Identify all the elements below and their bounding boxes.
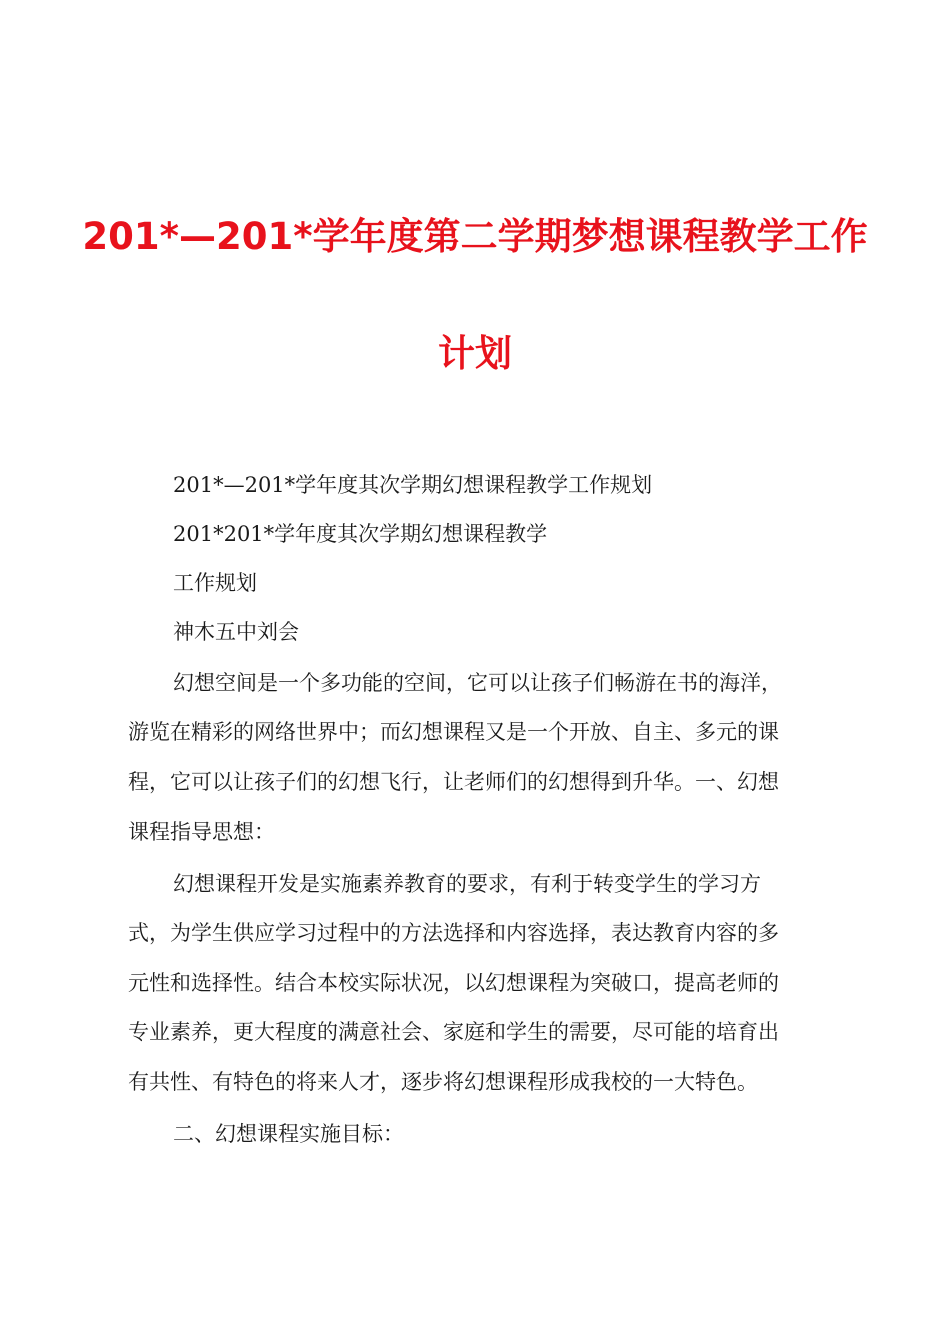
paragraph-1-line-2: 游览在精彩的网络世界中；而幻想课程又是一个开放、自主、多元的课 (128, 720, 779, 744)
subtitle-line-3: 工作规划 (173, 571, 257, 595)
document-title-line-2: 计划 (438, 332, 512, 375)
document-title-line-1: 201*—201*学年度第二学期梦想课程教学工作 (82, 215, 868, 258)
section-heading-2: 二、幻想课程实施目标： (173, 1122, 404, 1146)
subtitle-line-2: 201*201*学年度其次学期幻想课程教学 (173, 522, 548, 546)
paragraph-2-line-5: 有共性、有特色的将来人才，逐步将幻想课程形成我校的一大特色。 (128, 1070, 758, 1094)
paragraph-1-line-3: 程，它可以让孩子们的幻想飞行，让老师们的幻想得到升华。一、幻想 (128, 770, 779, 794)
paragraph-2-line-2: 式，为学生供应学习过程中的方法选择和内容选择，表达教育内容的多 (128, 921, 779, 945)
paragraph-2-line-4: 专业素养，更大程度的满意社会、家庭和学生的需要，尽可能的培育出 (128, 1020, 779, 1044)
paragraph-2-line-1: 幻想课程开发是实施素养教育的要求，有利于转变学生的学习方 (173, 872, 761, 896)
author-line: 神木五中刘会 (173, 620, 299, 644)
paragraph-1-line-1: 幻想空间是一个多功能的空间，它可以让孩子们畅游在书的海洋， (173, 671, 782, 695)
paragraph-2-line-3: 元性和选择性。结合本校实际状况，以幻想课程为突破口，提高老师的 (128, 971, 779, 995)
subtitle-line-1: 201*—201*学年度其次学期幻想课程教学工作规划 (173, 473, 653, 497)
paragraph-1-line-4: 课程指导思想： (128, 820, 275, 844)
